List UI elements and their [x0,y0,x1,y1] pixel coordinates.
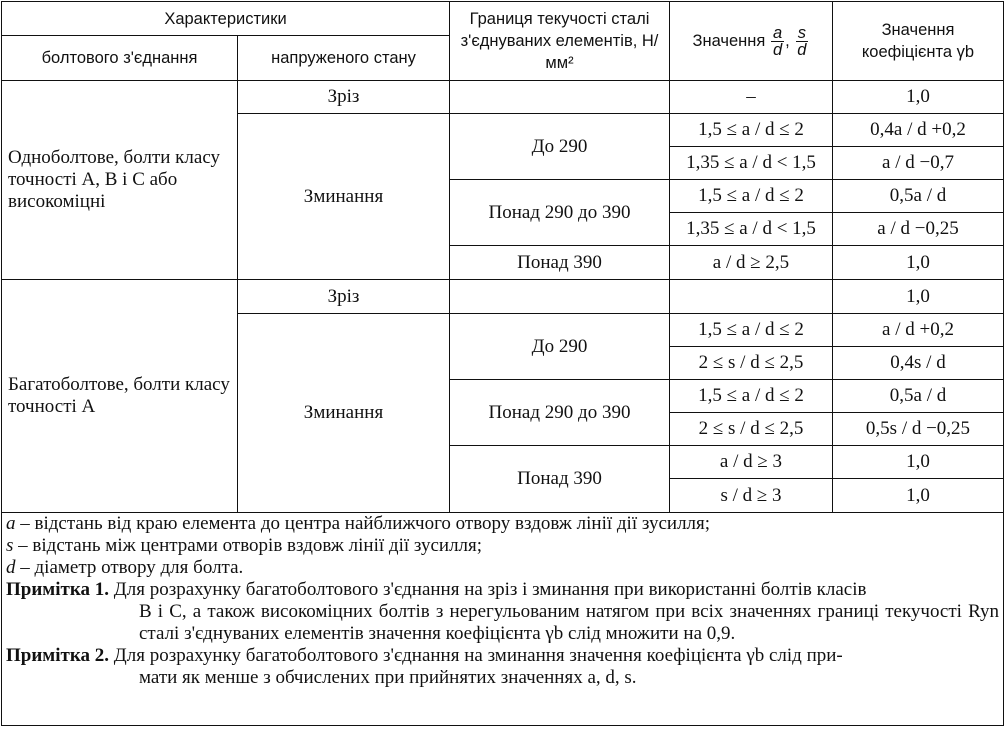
yield-cell: До 290 [450,114,670,180]
coef-cell: 0,5s / d −0,25 [833,413,1004,446]
yield-cell: До 290 [450,314,670,380]
coef-cell: 1,0 [833,81,1004,114]
yield-cell [450,280,670,314]
fraction-a-d [771,25,784,58]
yield-cell: Понад 290 до 390 [450,380,670,446]
fraction-a-denominator: d [772,40,783,59]
range-cell: 1,5 ≤ a / d ≤ 2 [670,314,833,347]
header-yield-limit: Границя текучості сталі з'єднуваних елементів, Н/мм² [450,2,670,81]
range-cell: a / d ≥ 2,5 [670,246,833,280]
note-2-rest: мати як менше з обчислених при прийнятих значеннях a, d, s. [139,667,637,688]
note-1-line1: Для розрахунку багатоболтового з'єднання на зріз і зминання при використанні болтів класів [109,579,867,600]
coef-cell: 1,0 [833,446,1004,479]
header-row-1 [2,2,1004,36]
range-cell: 1,5 ≤ a / d ≤ 2 [670,180,833,213]
coef-cell: a / d +0,2 [833,314,1004,347]
document-page [1,1,1003,730]
notes-cell [2,513,1004,726]
single-bolt-label: Одноболтове, болти класу точності А, В і С або високоміцні [2,81,238,280]
note-2 [6,645,999,689]
multi-bolt-label: Багатоболтове, болти класу точності А [2,280,238,513]
note-1-rest: В і С, а також високоміцних болтів з нерегульованим натягом при всіх значеннях границі текучості Ryn сталі з'єднуваних елементів значення коефіцієнта γb слід множити на 0,9. [139,601,999,644]
coef-cell: a / d −0,7 [833,147,1004,180]
yield-cell: Понад 390 [450,446,670,513]
range-cell: 2 ≤ s / d ≤ 2,5 [670,413,833,446]
fraction-a-numerator: a [772,23,783,42]
table-row [2,81,1004,114]
definition-d: d – діаметр отвору для болта. [6,557,244,578]
fraction-s-d [795,25,808,58]
coef-cell: a / d −0,25 [833,213,1004,246]
note-1 [6,579,999,645]
stress-shear: Зріз [238,280,450,314]
range-cell: 1,5 ≤ a / d ≤ 2 [670,114,833,147]
notes-row [2,513,1004,726]
stress-shear: Зріз [238,81,450,114]
header-coefficient: Значення коефіцієнта γb [833,2,1004,81]
note-2-label: Примітка 2. [6,645,110,666]
header-characteristics: Характеристики [2,2,450,36]
coef-cell: 1,0 [833,246,1004,280]
fraction-s-denominator: d [797,40,807,59]
range-cell: – [670,81,833,114]
table-row [2,280,1004,314]
range-cell: s / d ≥ 3 [670,479,833,513]
range-cell: 2 ≤ s / d ≤ 2,5 [670,347,833,380]
coef-cell: 1,0 [833,280,1004,314]
header-bolt-connection: болтового з'єднання [2,36,238,81]
coef-cell: 0,5a / d [833,180,1004,213]
coef-cell: 0,4a / d +0,2 [833,114,1004,147]
note-2-line1: Для розрахунку багатоболтового з'єднання на зминання значення коефіцієнта γb слід при- [109,645,843,666]
yield-cell: Понад 290 до 390 [450,180,670,246]
header-values-prefix: Значення [692,31,766,50]
range-cell: 1,35 ≤ a / d < 1,5 [670,213,833,246]
stress-bearing: Зминання [238,114,450,280]
coef-cell: 0,5a / d [833,380,1004,413]
fraction-s-numerator: s [797,23,807,42]
header-values: Значення $\frac{a}{d}$ , $\frac{s}{d}$ [670,2,833,81]
range-cell: 1,5 ≤ a / d ≤ 2 [670,380,833,413]
range-cell: 1,35 ≤ a / d < 1,5 [670,147,833,180]
definition-a: a – відстань від краю елемента до центра найближчого отвору вздовж лінії дії зусилля; [6,513,711,534]
header-stress-state: напруженого стану [238,36,450,81]
range-cell: a / d ≥ 3 [670,446,833,479]
stress-bearing: Зминання [238,314,450,513]
note-1-label: Примітка 1. [6,579,110,600]
yield-cell: Понад 390 [450,246,670,280]
definition-s: s – відстань між центрами отворів вздовж лінії дії зусилля; [6,535,483,556]
coef-cell: 0,4s / d [833,347,1004,380]
coef-cell: 1,0 [833,479,1004,513]
bolt-coefficient-table [1,1,1004,726]
range-cell [670,280,833,314]
yield-cell [450,81,670,114]
